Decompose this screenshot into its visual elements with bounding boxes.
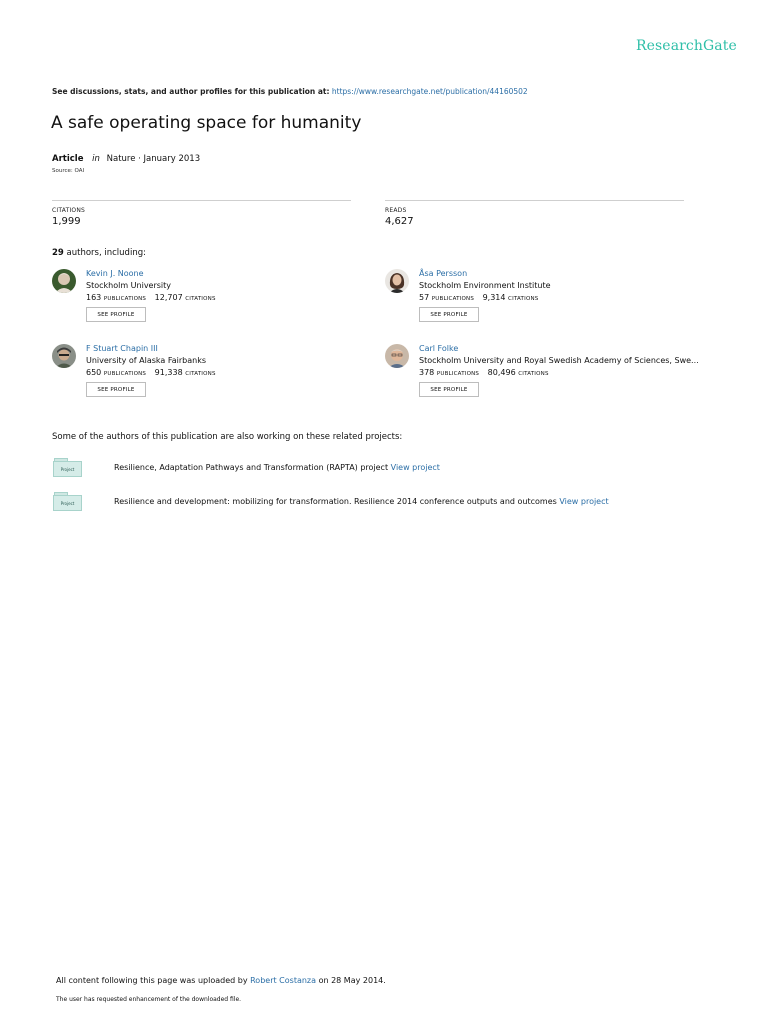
upload-prefix: All content following this page was uploaded by [56, 976, 248, 985]
researchgate-logo[interactable]: ResearchGate [636, 38, 737, 54]
avatar[interactable] [385, 269, 409, 293]
author-citations-count: 80,496 [487, 368, 516, 377]
author-name-link[interactable]: F Stuart Chapin III [86, 344, 158, 353]
uploader-link[interactable]: Robert Costanza [250, 976, 317, 985]
project-icon-label: Project [53, 495, 82, 511]
author-stats [86, 293, 216, 302]
publications-label: PUBLICATIONS [431, 296, 475, 302]
publications-label: PUBLICATIONS [103, 371, 147, 377]
author-publications-count: 378 [419, 368, 435, 377]
avatar[interactable] [385, 344, 409, 368]
author-publications-count: 163 [86, 293, 102, 302]
view-project-link[interactable]: View project [559, 497, 609, 506]
publications-label: PUBLICATIONS [103, 296, 147, 302]
citations-value: 1,999 [52, 216, 81, 227]
see-profile-button[interactable]: SEE PROFILE [419, 382, 479, 397]
in-word: in [92, 154, 100, 164]
author-citations-count: 91,338 [154, 368, 183, 377]
author-publications-count: 57 [419, 293, 430, 302]
avatar[interactable] [52, 344, 76, 368]
author-stats [419, 368, 549, 377]
reads-label: READS [385, 207, 407, 214]
see-profile-button[interactable]: SEE PROFILE [86, 382, 146, 397]
publications-label: PUBLICATIONS [436, 371, 480, 377]
publication-title: A safe operating space for humanity [51, 113, 362, 133]
project-icon-label: Project [53, 461, 82, 477]
citations-small-label: CITATIONS [518, 371, 549, 377]
author-publications-count: 650 [86, 368, 102, 377]
author-name-link[interactable]: Åsa Persson [419, 269, 468, 278]
authors-heading [52, 248, 146, 258]
project-text [114, 463, 440, 472]
author-stats [86, 368, 216, 377]
project-title: Resilience and development: mobilizing for transformation. Resilience 2014 conference outputs and outcomes [114, 497, 557, 506]
discussion-line [52, 87, 528, 96]
author-institution: Stockholm University and Royal Swedish Academy of Sciences, Swe... [419, 356, 699, 365]
citations-label: CITATIONS [52, 207, 86, 214]
citations-small-label: CITATIONS [185, 371, 216, 377]
reads-divider [385, 200, 684, 201]
publication-url-link[interactable]: https://www.researchgate.net/publication/44160502 [331, 87, 528, 96]
authors-heading-text: authors, including: [63, 248, 146, 258]
upload-suffix: on 28 May 2014. [318, 976, 386, 985]
citations-small-label: CITATIONS [185, 296, 216, 302]
project-title: Resilience, Adaptation Pathways and Transformation (RAPTA) project [114, 463, 389, 472]
authors-count: 29 [52, 248, 64, 258]
citations-small-label: CITATIONS [508, 296, 539, 302]
avatar[interactable] [52, 269, 76, 293]
project-folder-icon[interactable] [53, 492, 83, 512]
enhancement-note: The user has requested enhancement of the downloaded file. [56, 996, 242, 1003]
author-name-link[interactable]: Kevin J. Noone [86, 269, 144, 278]
author-name-link[interactable]: Carl Folke [419, 344, 459, 353]
view-project-link[interactable]: View project [390, 463, 440, 472]
author-stats [419, 293, 538, 302]
author-institution: University of Alaska Fairbanks [86, 356, 206, 365]
discussion-label: See discussions, stats, and author profiles for this publication at: [52, 87, 330, 96]
see-profile-button[interactable]: SEE PROFILE [419, 307, 479, 322]
reads-value: 4,627 [385, 216, 414, 227]
author-institution: Stockholm University [86, 281, 172, 290]
author-citations-count: 12,707 [154, 293, 183, 302]
author-institution: Stockholm Environment Institute [419, 281, 551, 290]
publication-meta [52, 154, 200, 164]
project-folder-icon[interactable] [53, 458, 83, 478]
author-citations-count: 9,314 [482, 293, 506, 302]
see-profile-button[interactable]: SEE PROFILE [86, 307, 146, 322]
venue-date: Nature · January 2013 [106, 154, 201, 164]
upload-note [56, 976, 386, 985]
related-projects-heading: Some of the authors of this publication are also working on these related projects: [52, 432, 403, 442]
publication-source: Source: OAI [52, 168, 85, 174]
citations-divider [52, 200, 351, 201]
publication-type: Article [52, 154, 84, 164]
project-text [114, 497, 609, 506]
